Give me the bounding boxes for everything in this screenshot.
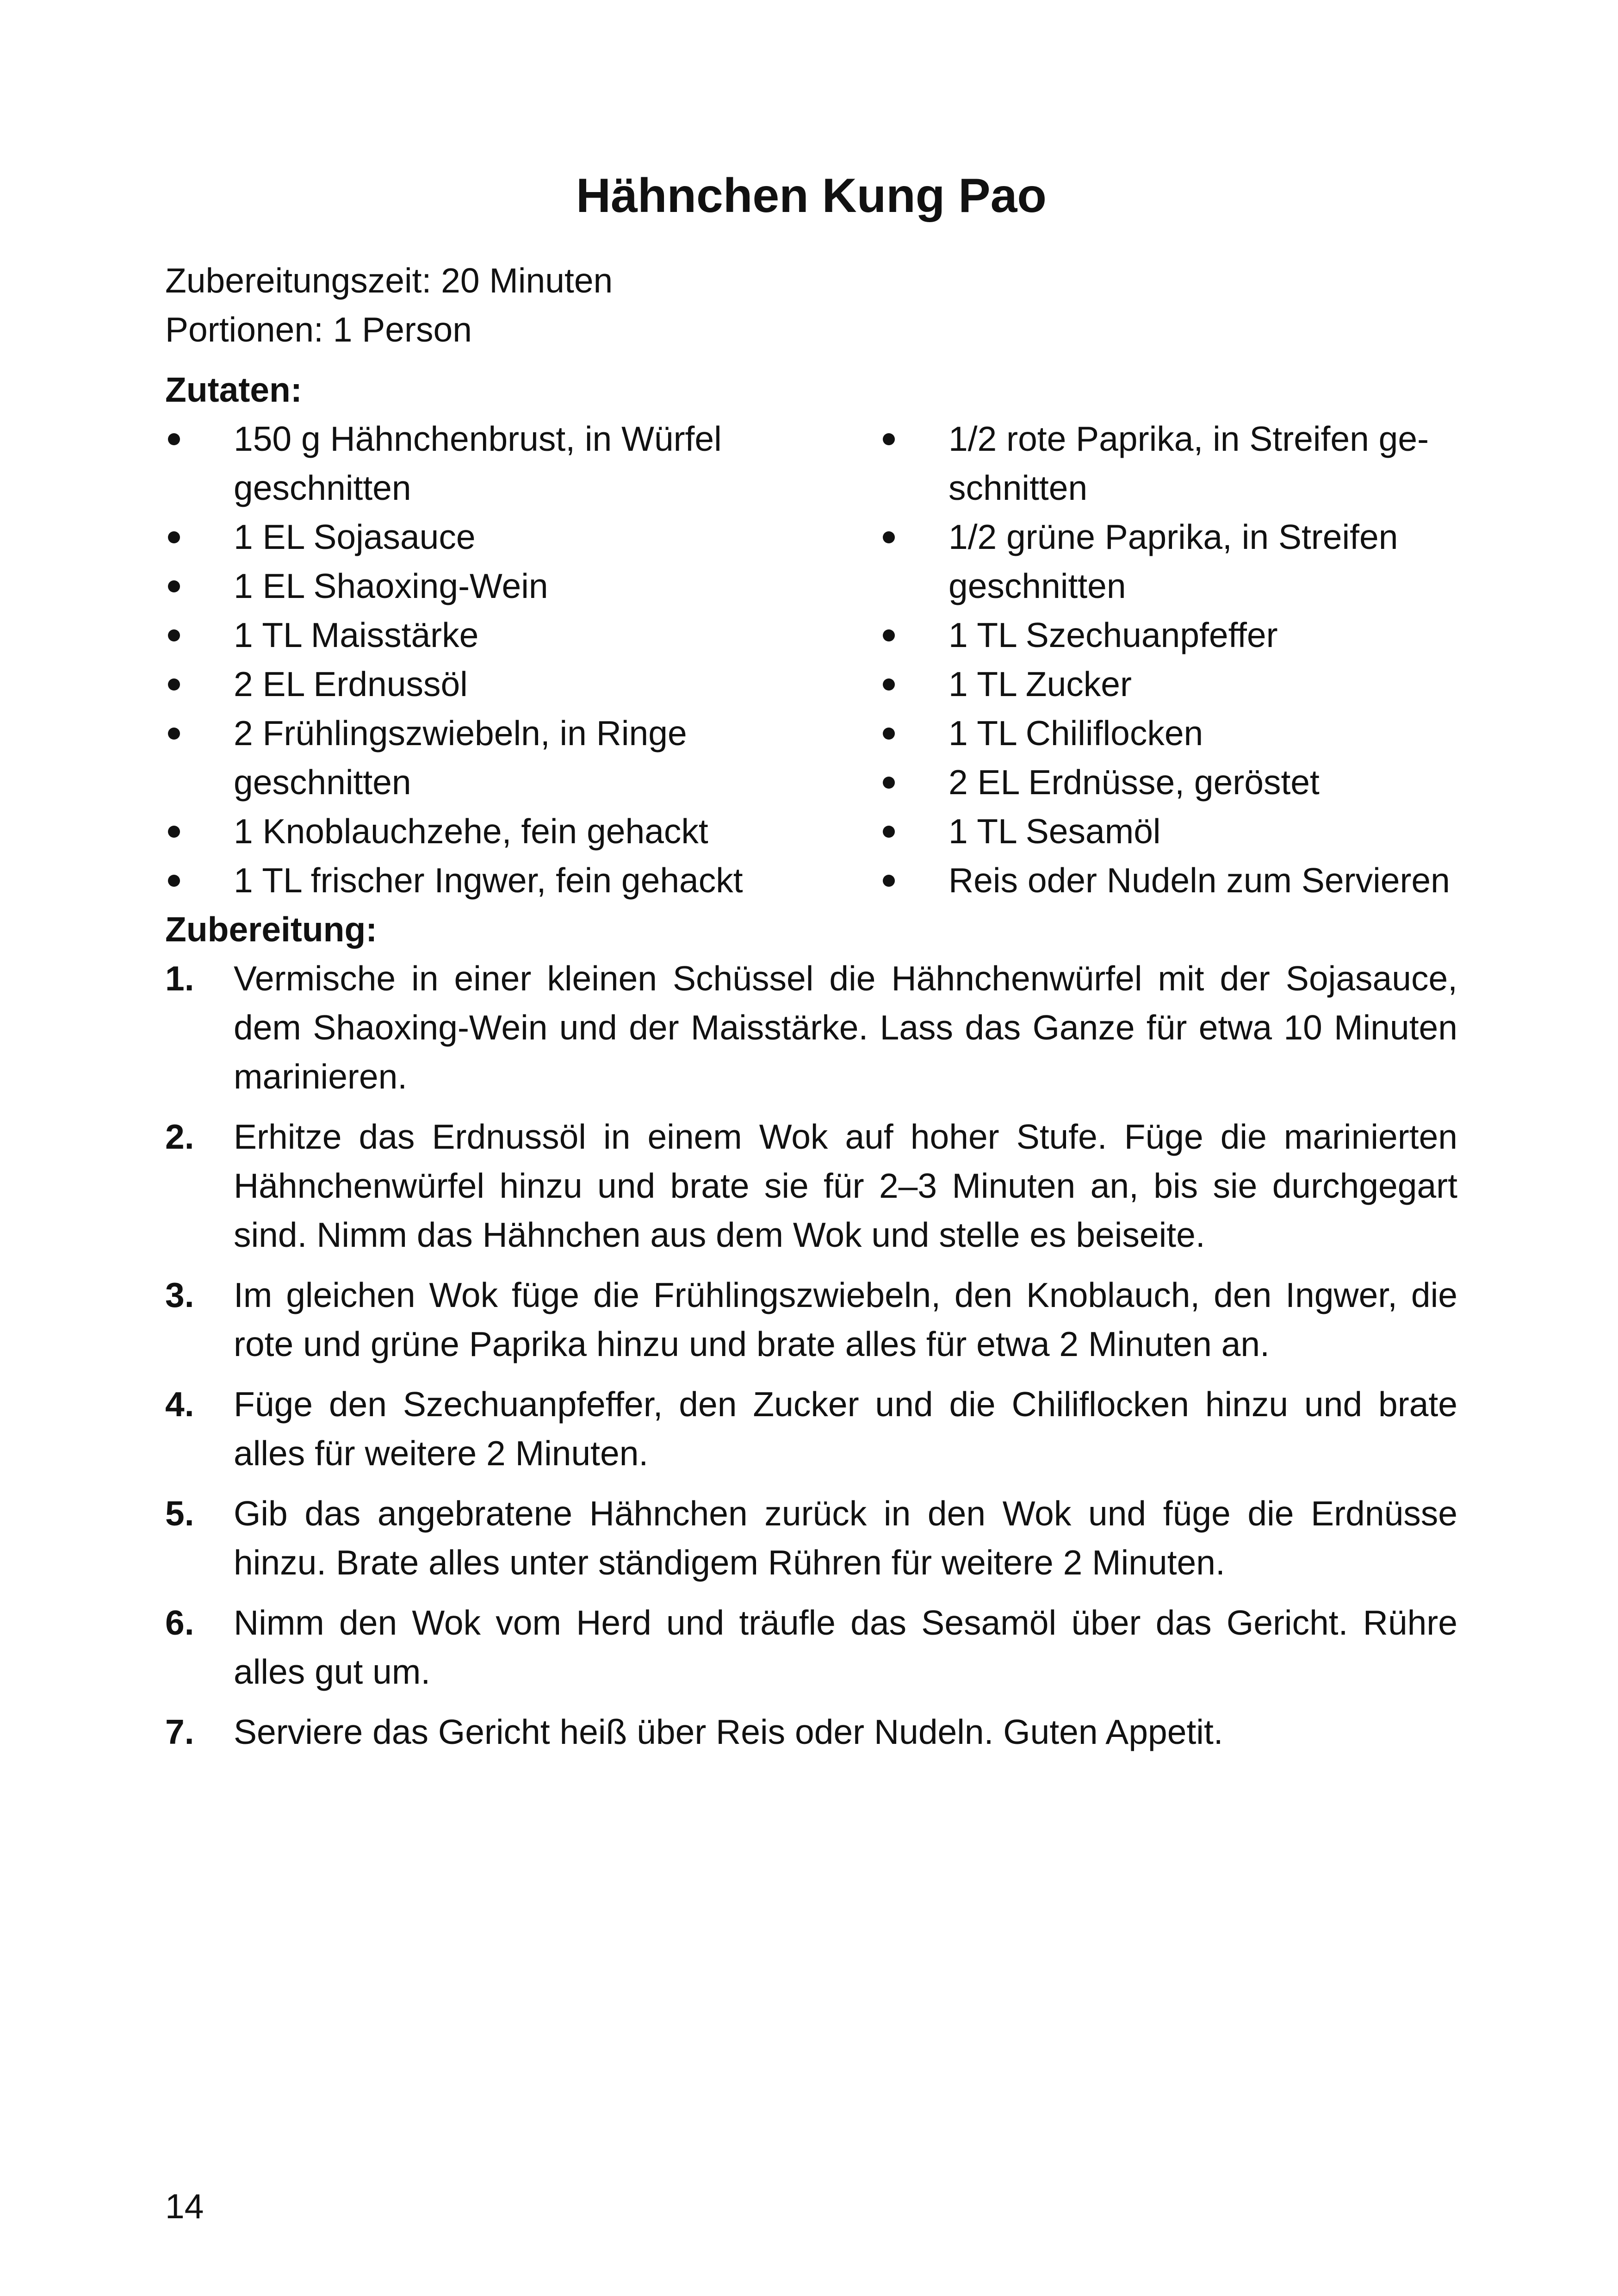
step-text: Erhitze das Erdnussöl in einem Wok auf hoher Stufe. Füge die marinierten Hähnchenwürfel hinzu und brate sie für 2–3 Minuten an, bis sie durchgegart sind. Nimm das Hähnchen aus dem Wok und stelle es beiseite. (234, 1117, 1457, 1254)
step-number: 3. (165, 1276, 194, 1314)
servings: Portionen: 1 Person (165, 310, 472, 349)
ingredient-item (880, 856, 1457, 905)
ingredient-text: 150 g Hähnchenbrust, in Würfel geschnitten (234, 419, 722, 507)
ingredient-item (880, 807, 1457, 856)
step-number: 4. (165, 1385, 194, 1424)
ingredient-item (165, 610, 756, 660)
ingredient-item (880, 414, 1457, 512)
ingredient-text: 1 TL Zucker (948, 665, 1132, 703)
ingredient-item (880, 709, 1457, 758)
ingredient-item (165, 660, 756, 709)
step-item (165, 1489, 1457, 1587)
bullet-icon (168, 875, 180, 887)
bullet-icon (883, 433, 895, 445)
ingredients-heading: Zutaten: (165, 370, 302, 409)
ingredients-list (165, 414, 1457, 905)
step-number: 7. (165, 1712, 194, 1751)
recipe-title: Hähnchen Kung Pao (576, 169, 1047, 223)
step-text: Gib das angebratene Hähnchen zurück in den Wok und füge die Erdnüsse hinzu. Brate alles unter ständigem Rühren für weitere 2 Minuten. (234, 1494, 1457, 1582)
step-text: Im gleichen Wok füge die Frühlingszwiebeln, den Knoblauch, den Ingwer, die rote und grüne Paprika hinzu und brate alles für etwa 2 Minuten an. (234, 1276, 1457, 1363)
step-item (165, 954, 1457, 1101)
ingredient-text: Reis oder Nudeln zum Servieren (948, 861, 1450, 900)
step-item (165, 1270, 1457, 1369)
step-item (165, 1707, 1457, 1756)
ingredient-text: 1/2 grüne Paprika, in Streifen geschnitten (948, 517, 1398, 605)
ingredient-item (165, 856, 756, 905)
bullet-icon (168, 728, 180, 740)
ingredient-text: 1/2 rote Paprika, in Streifen geschnitten (948, 419, 1429, 507)
bullet-icon (168, 826, 180, 838)
step-text: Füge den Szechuanpfeffer, den Zucker und die Chiliflocken hinzu und brate alles für weitere 2 Minuten. (234, 1385, 1457, 1473)
ingredient-text: 1 EL Sojasauce (234, 517, 476, 556)
ingredient-item (165, 807, 756, 856)
step-text: Nimm den Wok vom Herd und träufle das Sesamöl über das Gericht. Rühre alles gut um. (234, 1603, 1457, 1691)
bullet-icon (883, 826, 895, 838)
bullet-icon (168, 433, 180, 445)
step-item (165, 1380, 1457, 1478)
ingredients-column-right (880, 414, 1457, 905)
ingredient-item (880, 660, 1457, 709)
step-number: 2. (165, 1117, 194, 1156)
ingredient-text: 1 Knoblauchzehe, fein gehackt (234, 812, 708, 851)
ingredient-item (165, 709, 756, 807)
step-text: Vermische in einer kleinen Schüssel die Hähnchenwürfel mit der Sojasauce, dem Shaoxing-Wein und der Maisstärke. Lass das Ganze für etwa 10 Minuten marinieren. (234, 959, 1457, 1096)
bullet-icon (883, 875, 895, 887)
ingredient-text: 2 Frühlingszwiebeln, in Ringe geschnitten (234, 714, 687, 802)
ingredient-text: 2 EL Erdnussöl (234, 665, 468, 703)
ingredient-item (165, 414, 756, 512)
bullet-icon (168, 580, 180, 592)
ingredient-text: 1 TL Chiliflocken (948, 714, 1203, 753)
preparation-steps (165, 954, 1457, 1756)
ingredient-text: 1 TL frischer Ingwer, fein gehackt (234, 861, 743, 900)
recipe-page (165, 157, 1457, 1767)
bullet-icon (883, 728, 895, 740)
ingredients-column-left (165, 414, 880, 905)
bullet-icon (168, 531, 180, 543)
step-number: 1. (165, 959, 194, 998)
bullet-icon (883, 678, 895, 691)
ingredient-text: 1 TL Szechuanpfeffer (948, 616, 1278, 654)
page-number: 14 (165, 2187, 204, 2226)
ingredient-text: 1 TL Sesamöl (948, 812, 1161, 851)
bullet-icon (883, 531, 895, 543)
step-number: 5. (165, 1494, 194, 1533)
ingredient-item (165, 561, 756, 610)
step-item (165, 1112, 1457, 1259)
ingredient-item (880, 758, 1457, 807)
ingredient-item (880, 610, 1457, 660)
prep-time: Zubereitungszeit: 20 Minuten (165, 261, 613, 300)
preparation-heading: Zubereitung: (165, 910, 378, 949)
ingredient-text: 2 EL Erdnüsse, geröstet (948, 763, 1320, 802)
ingredient-text: 1 EL Shaoxing-Wein (234, 566, 548, 605)
ingredient-text: 1 TL Maisstärke (234, 616, 479, 654)
ingredient-item (880, 512, 1457, 610)
bullet-icon (168, 629, 180, 641)
bullet-icon (168, 678, 180, 691)
step-number: 6. (165, 1603, 194, 1642)
step-item (165, 1598, 1457, 1696)
ingredient-item (165, 512, 756, 561)
bullet-icon (883, 629, 895, 641)
bullet-icon (883, 777, 895, 789)
step-text: Serviere das Gericht heiß über Reis oder Nudeln. Guten Appetit. (234, 1712, 1223, 1751)
